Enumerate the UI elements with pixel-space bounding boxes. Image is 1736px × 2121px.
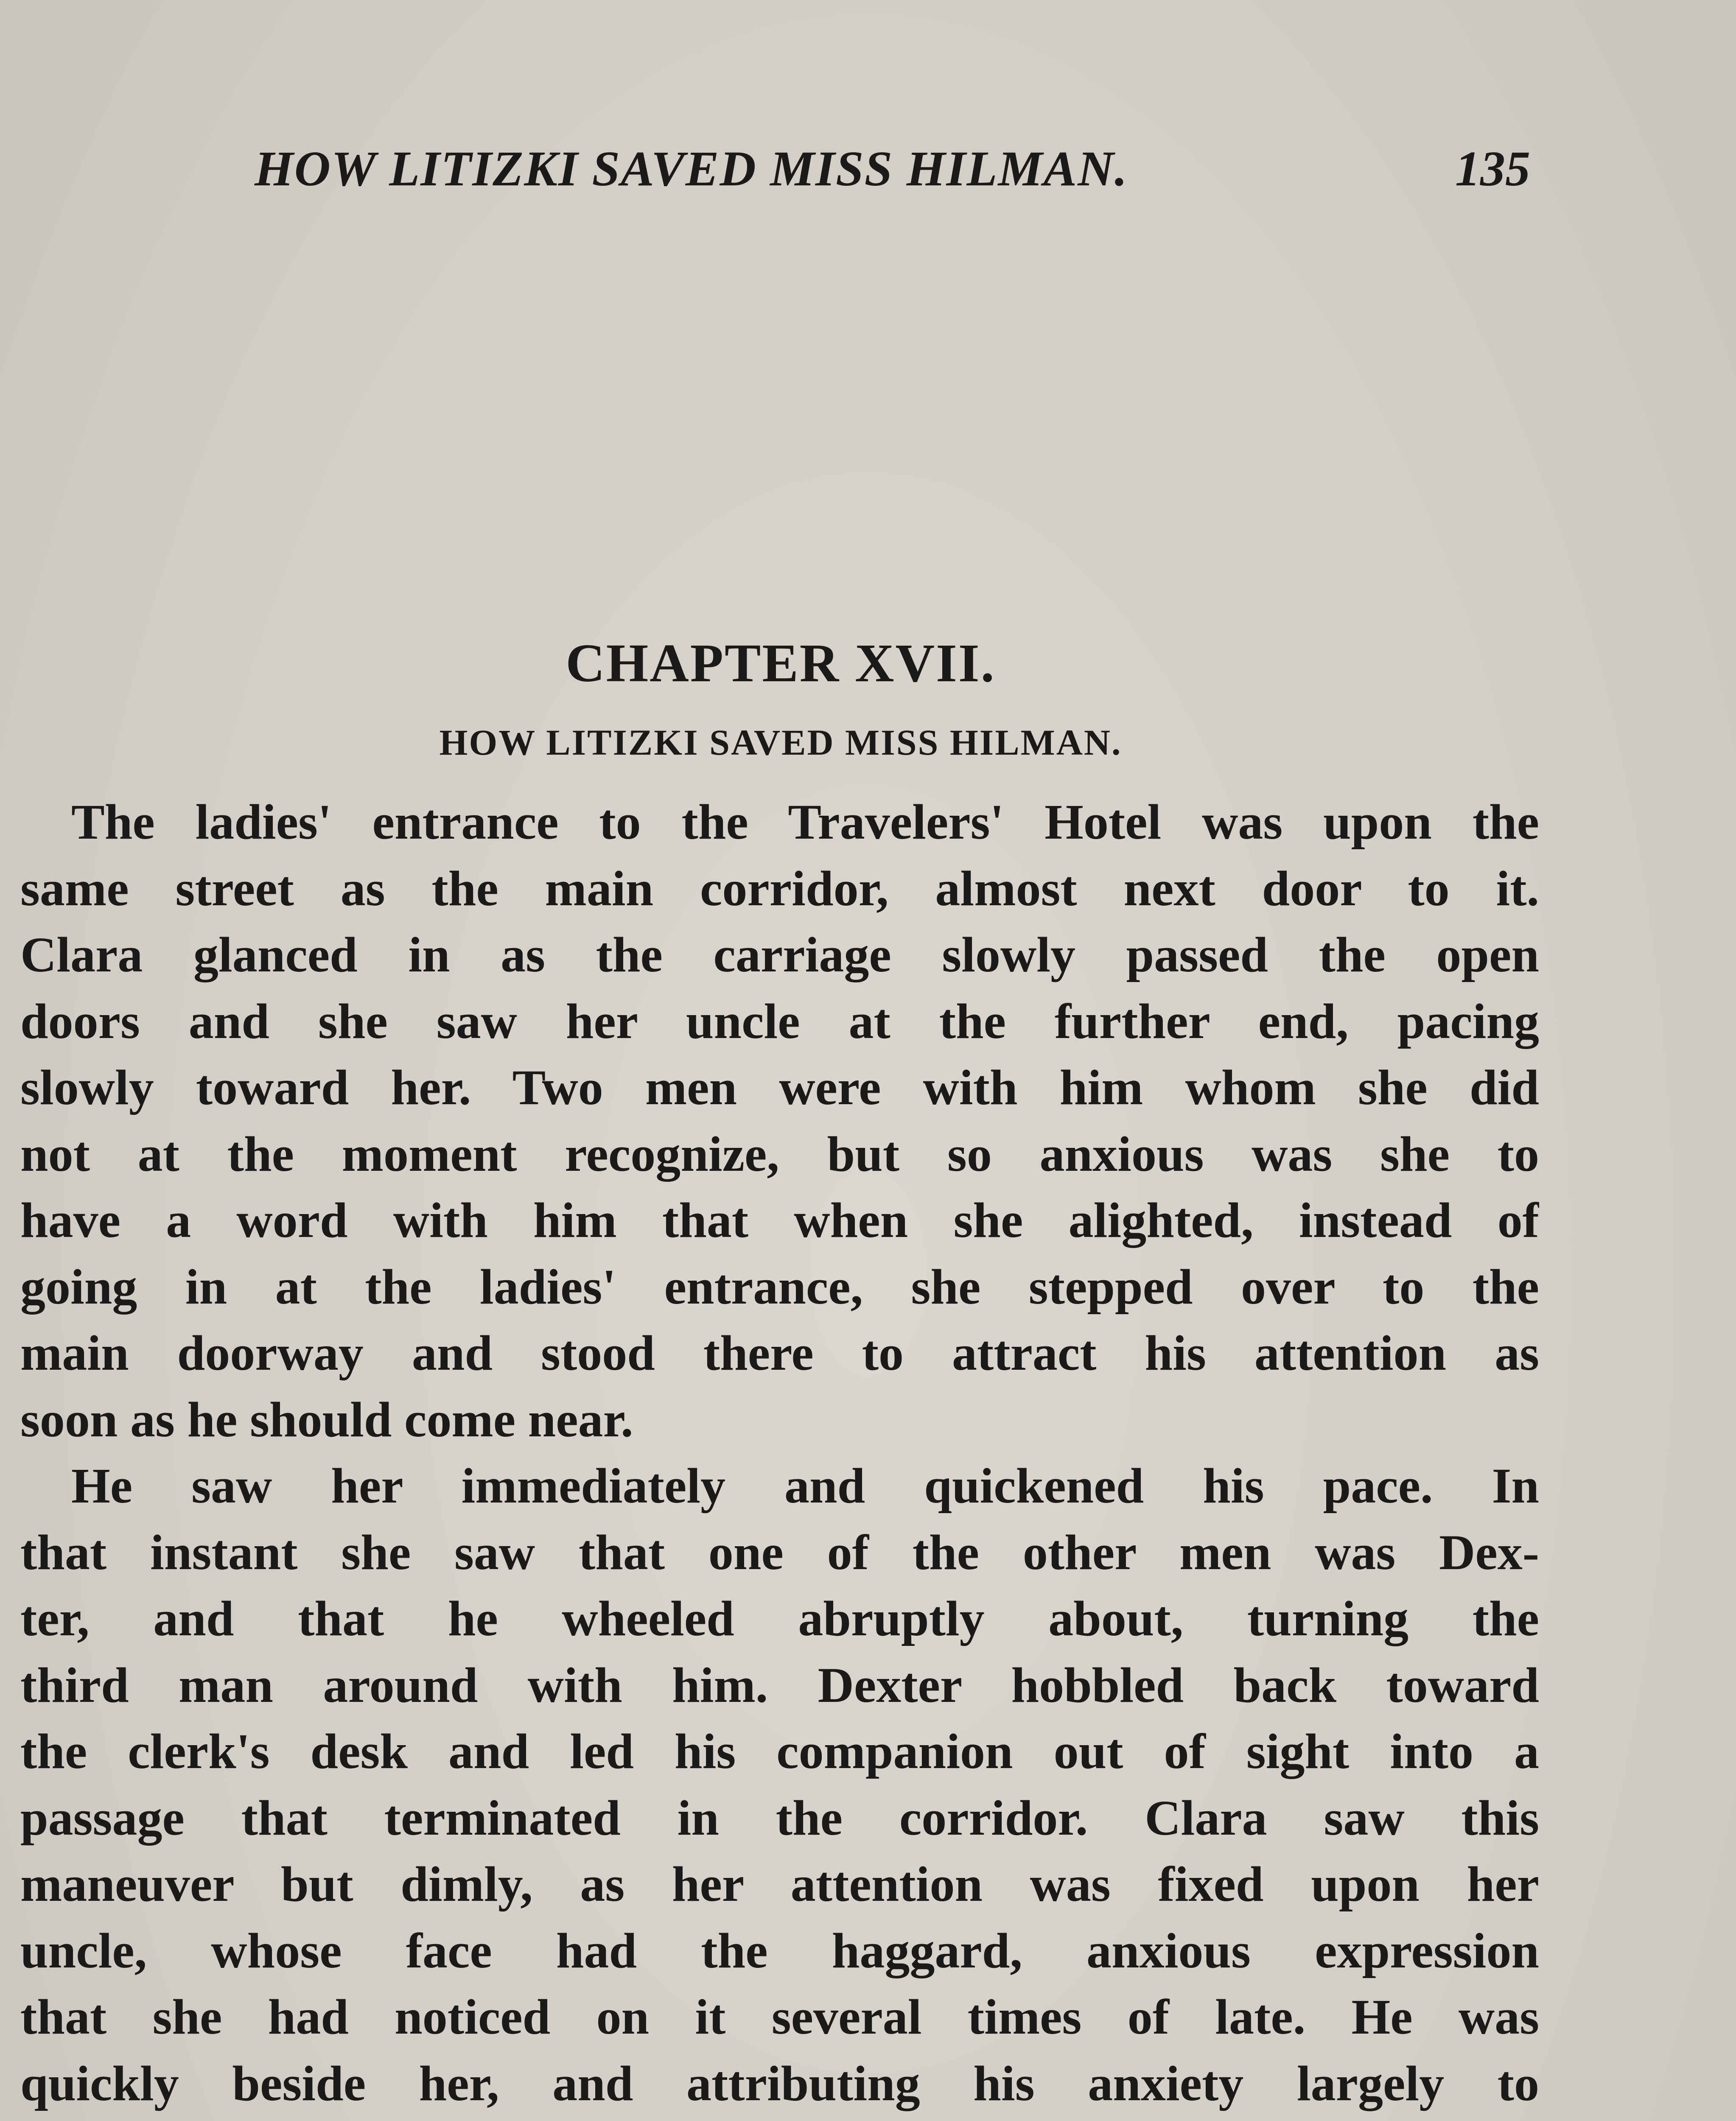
text-line: The ladies' entrance to the Travelers' Hotel was upon the: [71, 794, 1539, 850]
text-line: main doorway and stood there to attract his attention as: [20, 1325, 1539, 1381]
text-line: that she had noticed on it several times of late. He was: [20, 1989, 1539, 2045]
text-line: quickly beside her, and attributing his anxiety largely to: [20, 2055, 1539, 2111]
text-line: that instant she saw that one of the other men was Dex-: [20, 1524, 1539, 1580]
chapter-body: [20, 789, 1539, 2121]
text-line: have a word with him that when she alighted, instead of: [20, 1192, 1539, 1248]
page-number: 135: [1455, 141, 1530, 196]
text-line: Clara glanced in as the carriage slowly passed the open: [20, 927, 1539, 982]
text-line: passage that terminated in the corridor. Clara saw this: [20, 1790, 1539, 1846]
text-line: uncle, whose face had the haggard, anxious expression: [20, 1922, 1539, 1978]
text-line: He saw her immediately and quickened his pace. In: [71, 1458, 1539, 1514]
text-line: doors and she saw her uncle at the further end, pacing: [20, 993, 1539, 1049]
text-line: maneuver but dimly, as her attention was fixed upon her: [20, 1856, 1539, 1912]
text-line: the clerk's desk and led his companion out of sight into a: [20, 1724, 1539, 1779]
chapter-subtitle: HOW LITIZKI SAVED MISS HILMAN.: [439, 722, 1122, 763]
text-line: same street as the main corridor, almost next door to it.: [20, 860, 1539, 916]
running-head-title: HOW LITIZKI SAVED MISS HILMAN.: [255, 141, 1128, 196]
text-line: soon as he should come near.: [20, 1391, 633, 1447]
text-line: slowly toward her. Two men were with him whom she did: [20, 1060, 1539, 1115]
text-line: not at the moment recognize, but so anxious was she to: [20, 1126, 1539, 1182]
text-line: [20, 2117, 1539, 2121]
text-line: going in at the ladies' entrance, she stepped over to the: [20, 1259, 1539, 1315]
text-line: third man around with him. Dexter hobbled back toward: [20, 1657, 1539, 1713]
text-line: ter, and that he wheeled abruptly about, turning the: [20, 1591, 1539, 1646]
chapter-title: CHAPTER XVII.: [566, 633, 996, 693]
